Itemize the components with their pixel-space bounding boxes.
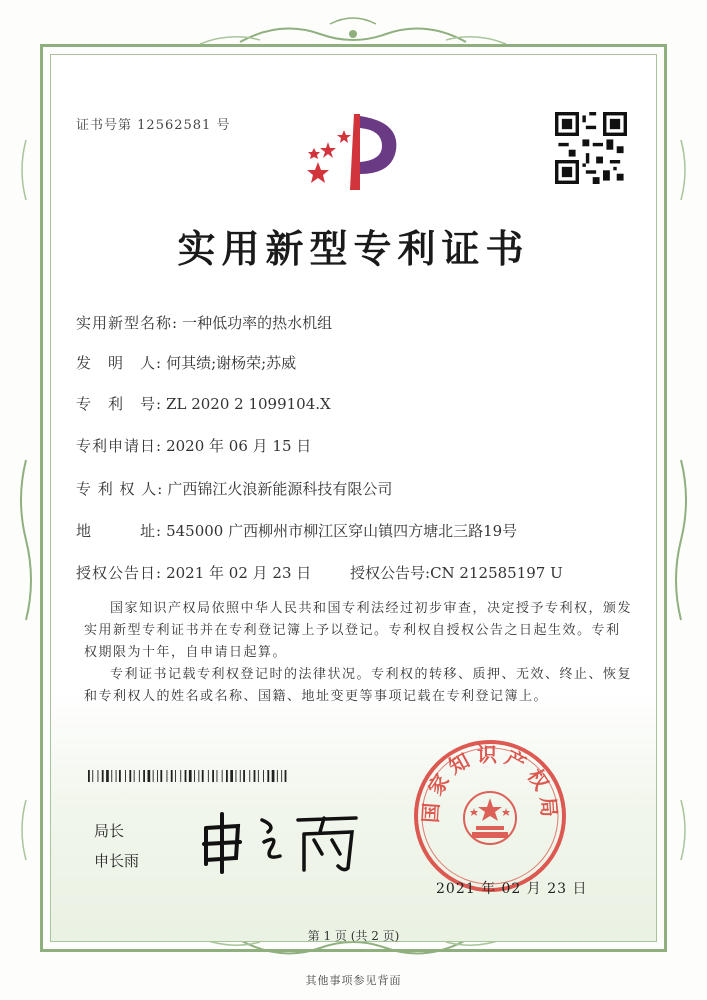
seal-text: 国家知识产权局 <box>418 742 562 824</box>
certificate-number-label: 证书号第 <box>76 118 133 133</box>
patent-office-emblem-icon <box>298 104 408 194</box>
grant-statement-paragraph: 国家知识产权局依照中华人民共和国专利法经过初步审查，决定授予专利权，颁发实用新型专利证书并在专利登记簿上予以登记。专利权自授权公告之日起生效。专利权期限为十年，自申请日起算。 <box>84 601 633 660</box>
right-border-ornament <box>669 80 693 920</box>
certificate-title: 实用新型专利证书 <box>177 226 530 271</box>
field-value: 广西锦江火浪新能源科技有限公司 <box>167 480 393 498</box>
field-label: 授权公告日: <box>76 564 163 582</box>
field-patentee <box>76 478 392 499</box>
legal-status-paragraph: 专利证书记载专利权登记时的法律状况。专利权的转移、质押、无效、终止、恢复和专利权人的姓名或名称、国籍、地址变更等事项记载在专利登记簿上。 <box>84 667 633 704</box>
field-application-date <box>76 435 311 456</box>
official-seal-stamp <box>412 738 568 894</box>
field-label: 发 明 人: <box>76 354 163 372</box>
left-border-ornament <box>14 80 38 920</box>
field-patent-number <box>76 393 331 414</box>
field-value: 一种低功率的热水机组 <box>182 314 333 332</box>
handwritten-signature <box>196 806 366 876</box>
field-inventor <box>76 352 296 373</box>
see-reverse-note: 其他事项参见背面 <box>305 974 402 987</box>
field-value: 何其绩;谢杨荣;苏威 <box>166 354 297 372</box>
seal-date: 2021 年 02 月 23 日 <box>436 881 588 897</box>
field-value: 545000 广西柳州市柳江区穿山镇四方塘北三路19号 <box>166 522 518 540</box>
field-label: 专 利 权 人: <box>76 480 164 498</box>
certificate-number-suffix: 号 <box>216 118 231 133</box>
field-utility-model-name <box>76 312 332 333</box>
certificate-number-value: 12562581 <box>137 118 212 133</box>
director-name: 申长雨 <box>94 852 140 870</box>
field-label: 专 利 号: <box>76 395 163 413</box>
field-grant-number <box>350 562 563 583</box>
field-value: ZL 2020 2 1099104.X <box>166 395 331 413</box>
field-grant-date <box>76 562 311 583</box>
barcode-icon <box>88 770 288 782</box>
field-value: CN 212585197 U <box>430 564 563 582</box>
page-number: 第 1 页 (共 2 页) <box>307 929 400 943</box>
field-address <box>76 520 517 541</box>
field-label: 授权公告号: <box>350 564 431 582</box>
certificate-number <box>76 114 230 133</box>
field-label: 实用新型名称: <box>76 314 179 332</box>
director-title: 局长 <box>94 822 125 840</box>
field-value: 2021 年 02 月 23 日 <box>166 564 312 582</box>
field-label: 地 址: <box>76 522 163 540</box>
field-label: 专利申请日: <box>76 437 163 455</box>
qr-code-icon <box>555 112 627 184</box>
field-value: 2020 年 06 月 15 日 <box>166 437 312 455</box>
